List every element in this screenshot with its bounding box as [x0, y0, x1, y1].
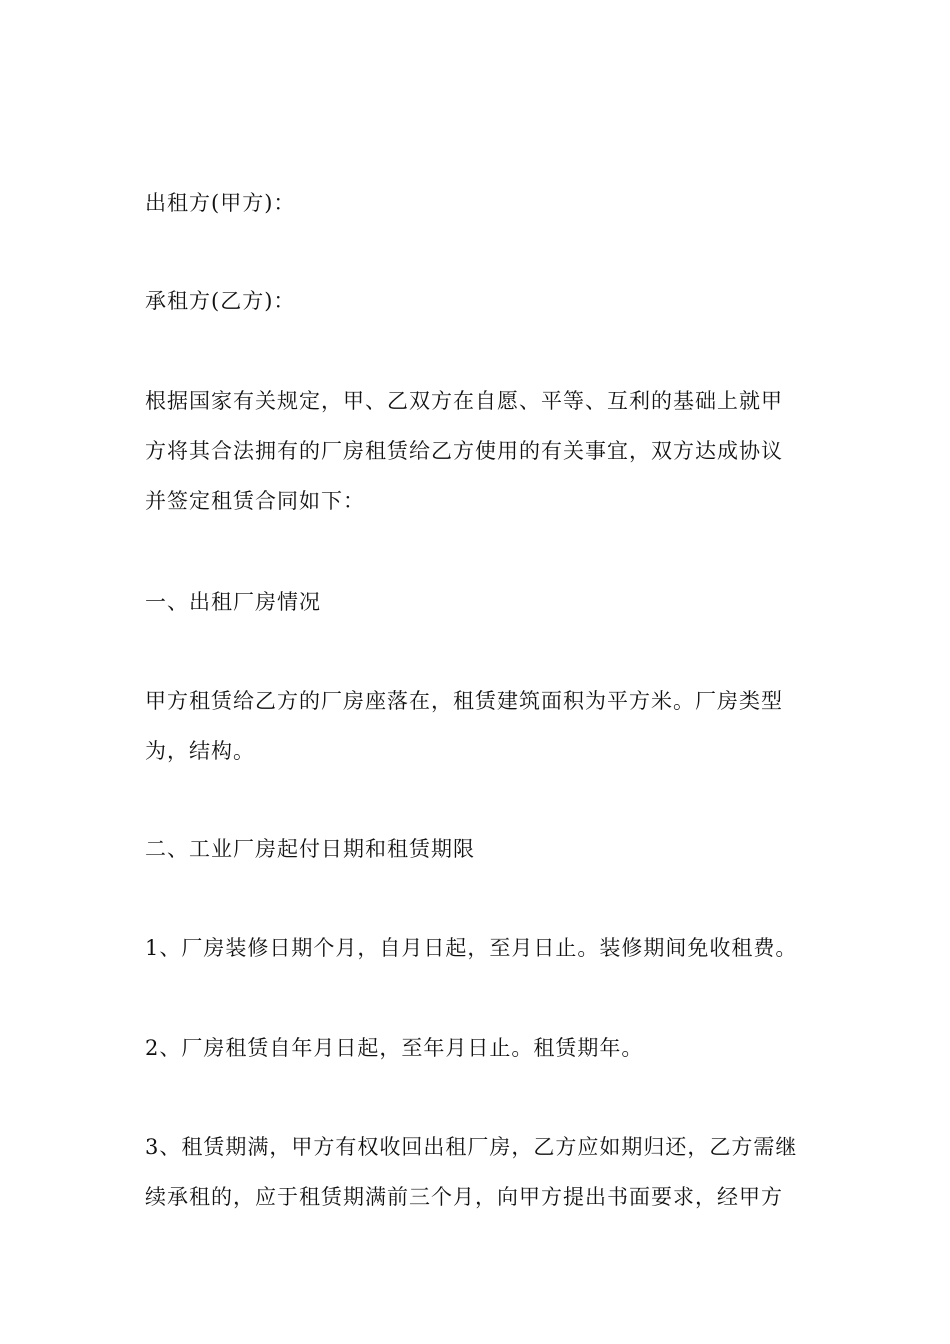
section-2-item-3-line-2: 续承租的，应于租赁期满前三个月，向甲方提出书面要求，经甲方 — [145, 1185, 783, 1209]
section-1-line-2: 为，结构。 — [145, 739, 255, 763]
section-1-line-1: 甲方租赁给乙方的厂房座落在，租赁建筑面积为平方米。厂房类型 — [145, 689, 783, 713]
intro-line-1: 根据国家有关规定，甲、乙双方在自愿、平等、互利的基础上就甲 — [145, 389, 783, 413]
section-2-item-2: 2、厂房租赁自年月日起，至年月日止。租赁期年。 — [145, 1036, 644, 1060]
intro-line-2: 方将其合法拥有的厂房租赁给乙方使用的有关事宜，双方达成协议 — [145, 439, 783, 463]
lessee-label: 承租方(乙方)： — [145, 289, 296, 313]
lessor-label: 出租方(甲方)： — [145, 191, 296, 215]
section-1-heading: 一、出租厂房情况 — [145, 590, 321, 614]
section-2-item-3-line-1: 3、租赁期满，甲方有权收回出租厂房，乙方应如期归还，乙方需继 — [145, 1135, 798, 1159]
section-2-item-1: 1、厂房装修日期个月，自月日起，至月日止。装修期间免收租费。 — [145, 936, 798, 960]
section-2-heading: 二、工业厂房起付日期和租赁期限 — [145, 837, 475, 861]
intro-line-3: 并签定租赁合同如下： — [145, 489, 365, 513]
